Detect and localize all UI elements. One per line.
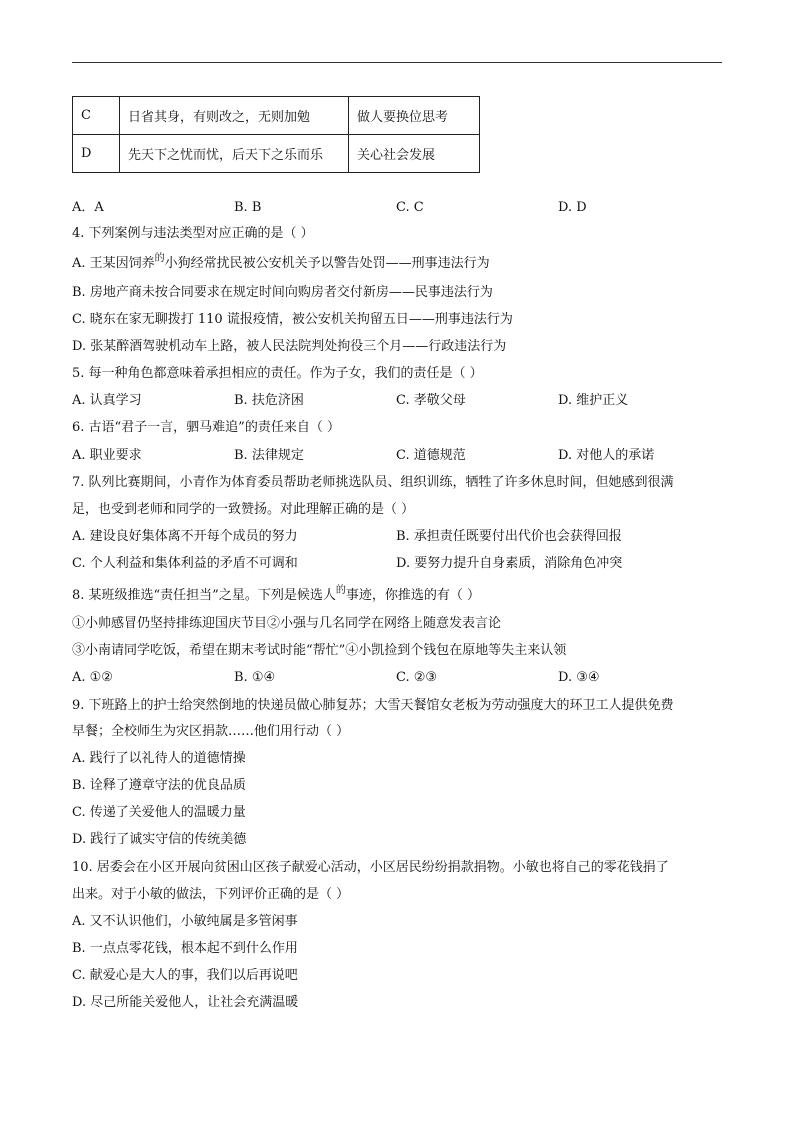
q10-option-d: D. 尽己所能关爱他人，让社会充满温暖 xyxy=(72,995,299,1010)
row-meaning: 关心社会发展 xyxy=(349,135,480,173)
row-quote: 日省其身，有则改之，无则加勉 xyxy=(120,97,349,135)
q5-option-b: B. 扶危济困 xyxy=(234,393,304,408)
q8-stem-post: 事迹，你推选的有（ ） xyxy=(345,588,480,603)
q8-option-c: C. ②③ xyxy=(396,670,438,685)
q7-option-c: C. 个人利益和集体利益的矛盾不可调和 xyxy=(72,556,298,571)
row-meaning: 做人要换位思考 xyxy=(349,97,480,135)
q4-option-d: D. 张某醉酒驾驶机动车上路，被人民法院判处拘役三个月——行政违法行为 xyxy=(72,339,507,354)
row-quote: 先天下之忧而忧，后天下之乐而乐 xyxy=(120,135,349,173)
q4-a-sup: 的 xyxy=(154,253,165,264)
q6-option-a: A. 职业要求 xyxy=(72,448,142,463)
q3-option-c: C. C xyxy=(396,200,424,215)
q8-option-a: A. ①② xyxy=(72,670,113,685)
q3-option-a: A．A xyxy=(72,200,104,215)
q3-option-b: B. B xyxy=(234,200,262,215)
q9-stem-line2: 早餐；全校师生为灾区捐款……他们用行动（ ） xyxy=(72,724,350,739)
q7-option-a: A. 建设良好集体离不开每个成员的努力 xyxy=(72,529,298,544)
q5-option-d: D. 维护正义 xyxy=(558,393,629,408)
q8-stem-pre: 8. 某班级推选“责任担当”之星。下列是候选人 xyxy=(72,588,336,603)
q6-option-d: D. 对他人的承诺 xyxy=(558,448,655,463)
q8-items-line2: ③小南请同学吃饭，希望在期末考试时能“帮忙”④小凯捡到个钱包在原地等失主来认领 xyxy=(72,643,567,658)
q10-option-b: B. 一点点零花钱，根本起不到什么作用 xyxy=(72,941,298,956)
q10-option-a: A. 又不认识他们，小敏纯属是多管闲事 xyxy=(72,914,298,929)
row-label: C xyxy=(73,97,120,135)
q8-option-d: D. ③④ xyxy=(558,670,600,685)
q5-option-a: A. 认真学习 xyxy=(72,393,142,408)
q8-option-b: B. ①④ xyxy=(234,670,276,685)
q4-a-pre: A. 王某因饲养 xyxy=(72,256,155,271)
option-table xyxy=(72,96,480,173)
q9-option-c: C. 传递了关爱他人的温暖力量 xyxy=(72,805,246,820)
row-label: D xyxy=(73,135,120,173)
q8-items-line1: ①小帅感冒仍坚持排练迎国庆节目②小强与几名同学在网络上随意发表言论 xyxy=(72,616,502,631)
q6-option-c: C. 道德规范 xyxy=(396,448,466,463)
table-row xyxy=(73,135,480,173)
q8-stem xyxy=(72,586,480,607)
q6-option-b: B. 法律规定 xyxy=(234,448,304,463)
q8-stem-sup: 的 xyxy=(335,585,346,596)
q6-stem: 6. 古语“君子一言，驷马难追”的责任来自（ ） xyxy=(72,420,340,435)
q4-a-post: 小狗经常扰民被公安机关予以警告处罚——刑事违法行为 xyxy=(164,256,490,271)
q4-option-a xyxy=(72,254,490,275)
q7-option-d: D. 要努力提升自身素质，消除角色冲突 xyxy=(396,556,623,571)
q4-option-b: B. 房地产商未按合同要求在规定时间向购房者交付新房——民事违法行为 xyxy=(72,285,493,300)
q7-option-b: B. 承担责任既要付出代价也会获得回报 xyxy=(396,529,622,544)
q5-option-c: C. 孝敬父母 xyxy=(396,393,466,408)
q4-stem: 4. 下列案例与违法类型对应正确的是（ ） xyxy=(72,226,314,241)
header-rule xyxy=(72,62,722,63)
q4-option-c: C. 晓东在家无聊拨打 110 谎报疫情，被公安机关拘留五日——刑事违法行为 xyxy=(72,312,513,327)
q9-option-a: A. 践行了以礼待人的道德情操 xyxy=(72,751,246,766)
q10-stem-line2: 出来。对于小敏的做法，下列评价正确的是（ ） xyxy=(72,887,350,902)
q9-stem-line1: 9. 下班路上的护士给突然倒地的快递员做心肺复苏；大雪天餐馆女老板为劳动强度大的环卫工人提供免费 xyxy=(72,698,674,713)
q5-stem: 5. 每一种角色都意味着承担相应的责任。作为子女，我们的责任是（ ） xyxy=(72,366,483,381)
q10-stem-line1: 10. 居委会在小区开展向贫困山区孩子献爱心活动，小区居民纷纷捐款捐物。小敏也将自己的零花钱捐了 xyxy=(72,860,669,875)
q9-option-d: D. 践行了诚实守信的传统美德 xyxy=(72,832,247,847)
q10-option-c: C. 献爱心是大人的事，我们以后再说吧 xyxy=(72,968,298,983)
q9-option-b: B. 诠释了遵章守法的优良品质 xyxy=(72,778,246,793)
q7-stem-line2: 足，也受到老师和同学的一致赞扬。对此理解正确的是（ ） xyxy=(72,502,415,517)
q7-stem-line1: 7. 队列比赛期间，小青作为体育委员帮助老师挑选队员、组织训练，牺牲了许多休息时间，但她感到很满 xyxy=(72,475,674,490)
table-row xyxy=(73,97,480,135)
q3-option-d: D. D xyxy=(558,200,587,215)
